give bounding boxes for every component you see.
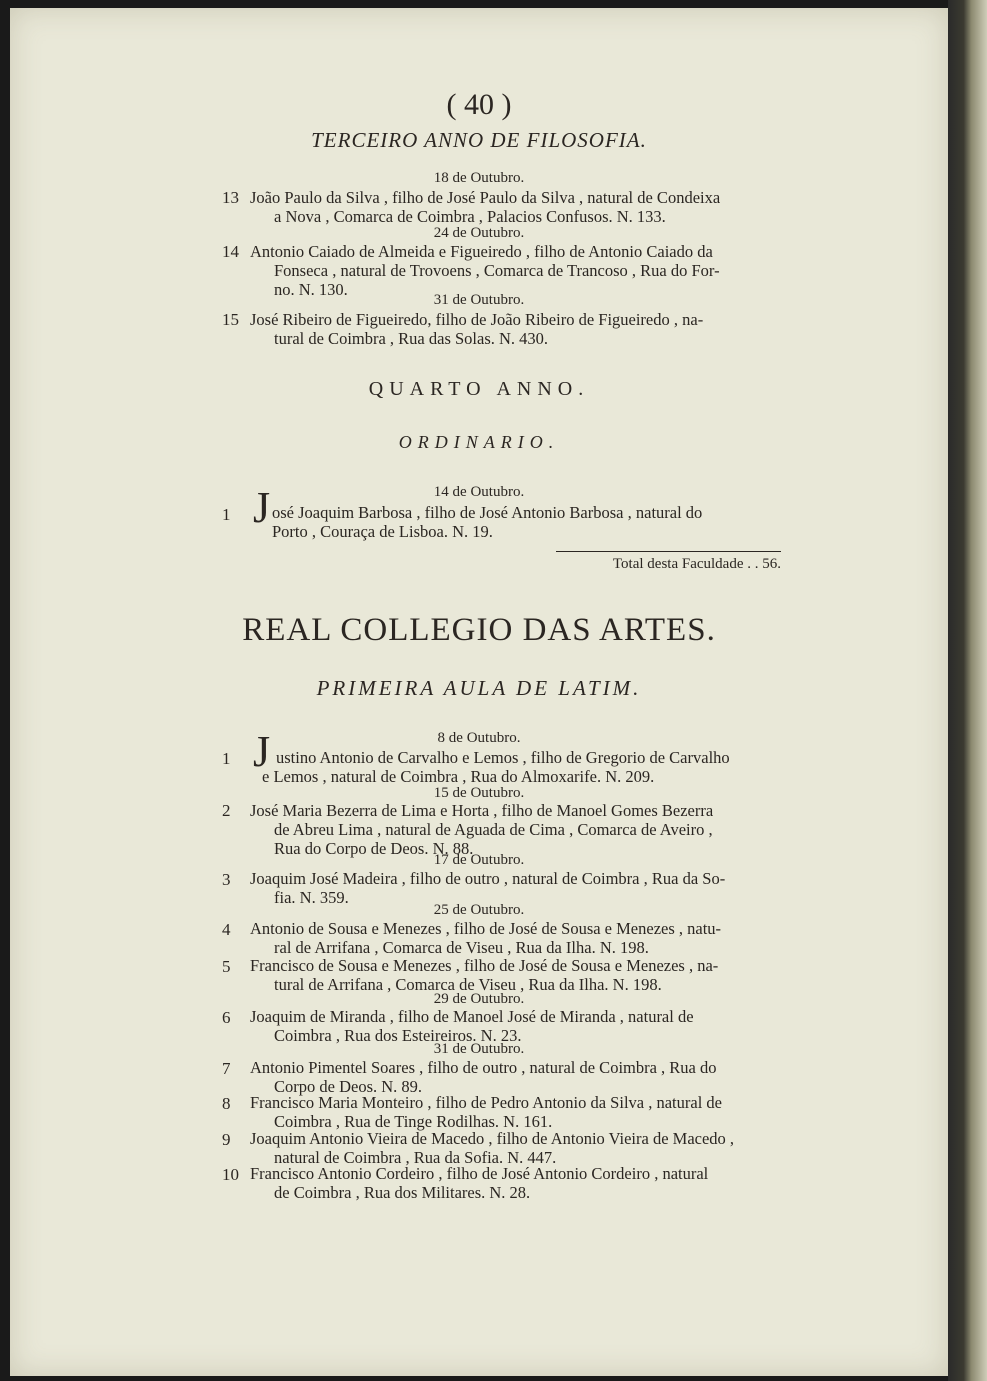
- entry-number: 14: [222, 242, 239, 261]
- entry-number: 3: [222, 870, 231, 889]
- entry-line: ral de Arrifana , Comarca de Viseu , Rua da Ilha. N. 198.: [274, 938, 649, 957]
- entry-line: Antonio Pimentel Soares , filho de outro , natural de Coimbra , Rua do: [250, 1058, 717, 1077]
- entry-text: [250, 1129, 780, 1167]
- entry-line: José Maria Bezerra de Lima e Horta , filho de Manoel Gomes Bezerra: [250, 801, 714, 820]
- entry-line: de Coimbra , Rua dos Militares. N. 28.: [274, 1183, 531, 1202]
- entry-number: 10: [222, 1165, 239, 1184]
- entry-date: 18 de Outubro.: [433, 170, 525, 186]
- entry-line: Francisco Maria Monteiro , filho de Pedro Antonio da Silva , natural de: [250, 1093, 722, 1112]
- entry-line: Antonio Caiado de Almeida e Figueiredo , filho de Antonio Caiado da: [250, 242, 713, 261]
- entry-number: 1: [222, 505, 231, 524]
- entry-number: 1: [222, 749, 231, 768]
- entry-text: [250, 310, 780, 348]
- entry-line: João Paulo da Silva , filho de José Paulo da Silva , natural de Condeixa: [250, 188, 721, 207]
- entry-line: Corpo de Deos. N. 89.: [274, 1077, 423, 1096]
- entry-line: José Ribeiro de Figueiredo, filho de João Ribeiro de Figueiredo , na-: [250, 310, 704, 329]
- entry-number: 13: [222, 188, 239, 207]
- entry-text: [250, 1058, 780, 1096]
- entry-text: [250, 188, 780, 226]
- entry-line: Francisco Antonio Cordeiro , filho de José Antonio Cordeiro , natural: [250, 1164, 709, 1183]
- entry-line: Coimbra , Rua de Tinge Rodilhas. N. 161.: [274, 1112, 553, 1131]
- entry-text: [250, 1007, 780, 1045]
- entry-number: 5: [222, 957, 231, 976]
- entry-date: 17 de Outubro.: [433, 852, 525, 868]
- entry-date: 15 de Outubro.: [433, 785, 525, 801]
- entry-line: no. N. 130.: [274, 280, 348, 299]
- entry-date: 31 de Outubro.: [433, 1041, 525, 1057]
- entry-number: 15: [222, 310, 239, 329]
- entry-date: 29 de Outubro.: [433, 991, 525, 1007]
- drop-cap: J: [253, 483, 271, 532]
- entry-line: a Nova , Comarca de Coimbra , Palacios Confusos. N. 133.: [274, 207, 666, 226]
- page-content: [10, 8, 948, 1376]
- section-subtitle-ordinario: ORDINARIO.: [398, 432, 560, 452]
- entry-line: Antonio de Sousa e Menezes , filho de José de Sousa e Menezes , natu-: [250, 919, 722, 938]
- entry-number: 7: [222, 1059, 231, 1078]
- entry-date: 25 de Outubro.: [433, 902, 525, 918]
- entry-text: [250, 801, 780, 858]
- entry-text: [250, 242, 780, 299]
- adjacent-page-edge: [948, 0, 987, 1381]
- faculty-total: Total desta Faculdade . . 56.: [556, 551, 781, 573]
- entry-line: Francisco de Sousa e Menezes , filho de José de Sousa e Menezes , na-: [250, 956, 719, 975]
- entry-line: tural de Arrifana , Comarca de Viseu , Rua da Ilha. N. 198.: [274, 975, 662, 994]
- entry-number: 9: [222, 1130, 231, 1149]
- entry-date: 8 de Outubro.: [437, 730, 521, 746]
- entry-line: de Abreu Lima , natural de Aguada de Cima , Comarca de Aveiro ,: [274, 820, 713, 839]
- entry-number: 6: [222, 1008, 231, 1027]
- entry-line: Joaquim de Miranda , filho de Manoel José de Miranda , natural de: [250, 1007, 694, 1026]
- drop-cap: J: [253, 727, 271, 776]
- entry-text: [272, 503, 780, 541]
- entry-line: Joaquim Antonio Vieira de Macedo , filho de Antonio Vieira de Macedo ,: [250, 1129, 735, 1148]
- page-number: ( 40 ): [446, 88, 512, 121]
- entry-line: tural de Coimbra , Rua das Solas. N. 430.: [274, 329, 549, 348]
- section-title-terceiro: TERCEIRO ANNO DE FILOSOFIA.: [311, 128, 647, 152]
- section-title-collegio: REAL COLLEGIO DAS ARTES.: [242, 612, 716, 648]
- entry-text: [262, 748, 782, 786]
- entry-text: [250, 1093, 780, 1131]
- entry-text: [250, 919, 780, 957]
- entry-text: [250, 1164, 780, 1202]
- entry-line: Porto , Couraça de Lisboa. N. 19.: [272, 522, 493, 541]
- entry-line: Rua do Corpo de Deos. N. 88.: [274, 839, 474, 858]
- entry-text: [250, 956, 780, 994]
- entry-line: Coimbra , Rua dos Esteireiros. N. 23.: [274, 1026, 522, 1045]
- entry-line: natural de Coimbra , Rua da Sofia. N. 447.: [274, 1148, 557, 1167]
- entry-number: 8: [222, 1094, 231, 1113]
- entry-date: 14 de Outubro.: [433, 484, 525, 500]
- entry-line: fia. N. 359.: [274, 888, 349, 907]
- entry-line: Joaquim José Madeira , filho de outro , natural de Coimbra , Rua da So-: [250, 869, 726, 888]
- entry-line: ustino Antonio de Carvalho e Lemos , filho de Gregorio de Carvalho: [276, 748, 730, 767]
- document-page: [10, 8, 948, 1376]
- section-title-quarto: QUARTO ANNO.: [368, 378, 590, 400]
- entry-date: 31 de Outubro.: [433, 292, 525, 308]
- entry-date: 24 de Outubro.: [433, 225, 525, 241]
- entry-line: e Lemos , natural de Coimbra , Rua do Almoxarife. N. 209.: [262, 767, 655, 786]
- entry-line: Fonseca , natural de Trovoens , Comarca de Trancoso , Rua do For-: [274, 261, 720, 280]
- entry-line: osé Joaquim Barbosa , filho de José Antonio Barbosa , natural do: [272, 503, 703, 522]
- entry-number: 4: [222, 920, 231, 939]
- section-subtitle-latim: PRIMEIRA AULA DE LATIM.: [316, 676, 642, 700]
- entry-number: 2: [222, 801, 231, 820]
